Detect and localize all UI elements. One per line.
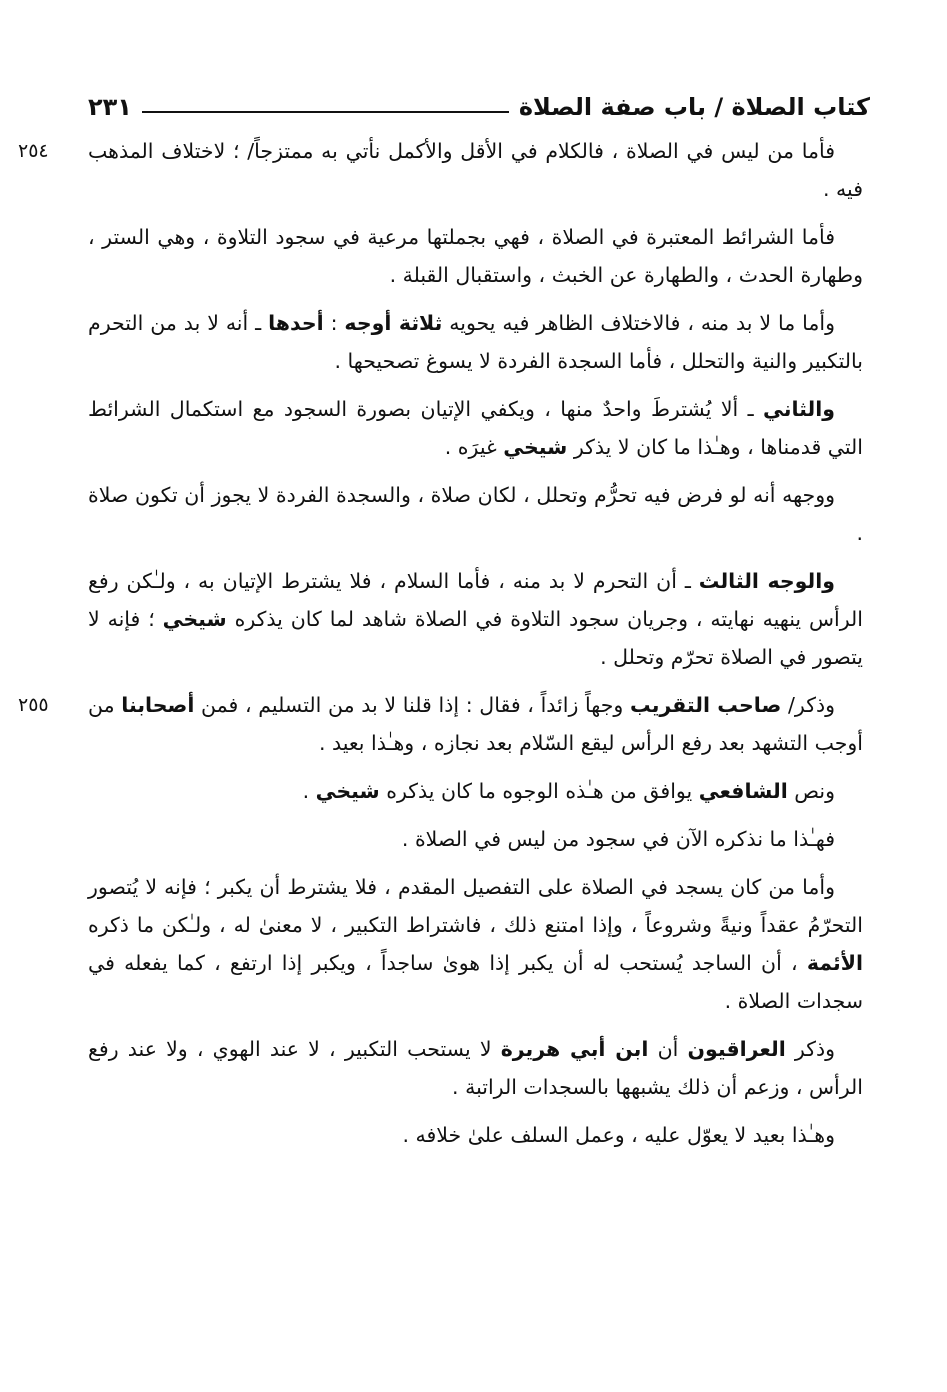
- bold-term: أحدها: [268, 311, 324, 335]
- text-run: وأما من كان يسجد في الصلاة على التفصيل المقدم ، فلا يشترط أن يكبر ؛ فإنه لا يُتصور التحرّمُ عقداً ونيةً وشروعاً ، وإذا امتنع ذلك ، فاشتراط التكبير ، لا معنىٰ له ، ولـٰكن ما ذكره: [88, 875, 863, 937]
- text-run: وذكر/: [781, 693, 835, 717]
- paragraph: [88, 390, 863, 466]
- text-run: .: [302, 779, 316, 803]
- text-run: فأما الشرائط المعتبرة في الصلاة ، فهي بجملتها مرعية في سجود التلاوة ، وهي الستر ، وطهارة الحدث ، والطهارة عن الخبث ، واستقبال القبلة .: [88, 225, 863, 287]
- bold-term: والوجه الثالث: [698, 569, 836, 593]
- text-run: :: [323, 311, 345, 335]
- margin-page-number: ٢٥٥: [18, 694, 49, 716]
- text-run: يوافق من هـٰذه الوجوه ما كان يذكره: [379, 779, 699, 803]
- text-run: لا يستحب التكبير ، لا عند الهوي ، ولا عند رفع الرأس ، وزعم أن ذلك يشبهها بالسجدات الراتبة .: [88, 1037, 863, 1099]
- header-rule: [142, 111, 509, 113]
- paragraph: [88, 820, 863, 858]
- bold-term: أصحابنا: [121, 693, 195, 717]
- margin-page-number: ٢٥٤: [18, 140, 49, 162]
- paragraph: [88, 1030, 863, 1106]
- text-run: وذكر: [785, 1037, 835, 1061]
- bold-term: شيخي: [503, 435, 568, 459]
- text-run: وهـٰذا بعيد لا يعوّل عليه ، وعمل السلف علىٰ خلافه .: [402, 1123, 835, 1147]
- bold-term: ثلاثة أوجه: [344, 311, 443, 335]
- bold-term: شيخي: [315, 779, 380, 803]
- paragraph: [88, 1116, 863, 1154]
- paragraph: [88, 562, 863, 676]
- paragraph: [88, 304, 863, 380]
- text-run: ـ أن التحرم لا بد منه ، فأما السلام ، فلا يشترط الإتيان به ، ولـٰكن رفع الرأس ينهيه نهايته ، وجريان سجود التلاوة في الصلاة شاهد لما كان يذكره: [88, 569, 863, 631]
- bold-term: شيخي: [162, 607, 227, 631]
- text-run: ووجهه أنه لو فرض فيه تحرُّم وتحلل ، لكان صلاة ، والسجدة الفردة لا يجوز أن تكون صلاة .: [88, 483, 863, 545]
- paragraph: [18, 132, 863, 208]
- text-run: ـ ألا يُشترطَ واحدٌ منها ، ويكفي الإتيان بصورة السجود مع استكمال الشرائط التي قدمناها ، وهـٰذا ما كان لا يذكر: [88, 397, 863, 459]
- bold-term: صاحب التقريب: [630, 693, 782, 717]
- paragraph: [88, 868, 863, 1020]
- header-title: كتاب الصلاة / باب صفة الصلاة: [518, 93, 870, 122]
- main-text: [18, 132, 863, 1164]
- text-run: ونص: [787, 779, 835, 803]
- running-header: [88, 82, 870, 122]
- bold-term: الشافعي: [698, 779, 788, 803]
- page-number: ٢٣١: [88, 93, 132, 122]
- paragraph: [88, 218, 863, 294]
- text-run: وجهاً زائداً ، فقال : إذا قلنا لا بد من التسليم ، فمن: [194, 693, 630, 717]
- paragraph: [88, 476, 863, 552]
- text-run: وأما ما لا بد منه ، فالاختلاف الظاهر فيه يحويه: [442, 311, 835, 335]
- text-run: ، أن الساجد يُستحب له أن يكبر إذا هوىٰ ساجداً ، ويكبر إذا ارتفع ، كما يفعله في سجدات الصلاة .: [88, 951, 863, 1013]
- text-run: فأما من ليس في الصلاة ، فالكلام في الأقل والأكمل نأتي به ممتزجاً/ ؛ لاختلاف المذهب فيه .: [88, 139, 863, 201]
- text-run: ـ أنه لا بد من التحرم بالتكبير والنية والتحلل ، فأما السجدة الفردة لا يسوغ تصحيحها .: [88, 311, 863, 373]
- text-run: ؛ فإنه لا يتصور في الصلاة تحرّم وتحلل .: [88, 607, 863, 669]
- text-run: أن: [648, 1037, 688, 1061]
- text-run: غيرَه .: [444, 435, 504, 459]
- bold-term: العراقيون: [687, 1037, 786, 1061]
- bold-term: الأئمة: [806, 951, 863, 975]
- text-run: من أوجب التشهد بعد رفع الرأس ليقع السّلام بعد نجازه ، وهـٰذا بعيد .: [88, 693, 863, 755]
- bold-term: ابن أبي هريرة: [500, 1037, 649, 1061]
- paragraph: [18, 686, 863, 762]
- text-run: فهـٰذا ما نذكره الآن في سجود من ليس في الصلاة .: [401, 827, 835, 851]
- bold-term: والثاني: [763, 397, 835, 421]
- paragraph: [88, 772, 863, 810]
